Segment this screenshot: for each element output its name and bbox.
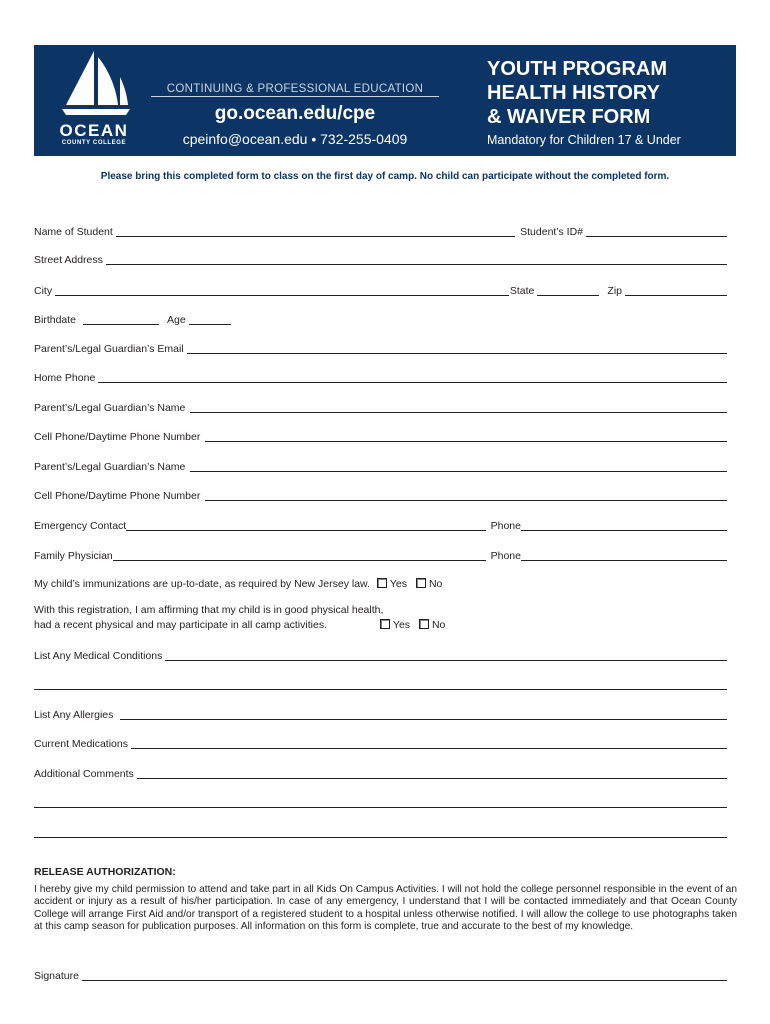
row-signature (34, 968, 727, 982)
street-field[interactable] (106, 264, 727, 265)
comments-extra-line-2[interactable] (34, 837, 727, 838)
logo-wordmark: OCEAN (59, 121, 129, 140)
row-street (34, 252, 727, 266)
zip-label: Zip (607, 285, 622, 297)
guardian-name-1-label: Parent’s/Legal Guardian’s Name (34, 402, 186, 414)
emergency-contact-field[interactable] (126, 530, 485, 531)
zip-field[interactable] (625, 295, 727, 296)
row-cell-phone-2 (34, 488, 727, 502)
row-guardian-email (34, 341, 727, 355)
checkbox-icon[interactable] (416, 578, 426, 588)
physical-line-1: With this registration, I am affirming that my child is in good physical health, (34, 604, 384, 616)
logo-subtitle: COUNTY COLLEGE (61, 140, 127, 146)
cell-phone-1-label: Cell Phone/Daytime Phone Number (34, 431, 201, 443)
row-home-phone (34, 370, 727, 384)
immunization-question: My child’s immunizations are up-to-date, as required by New Jersey law. (34, 578, 370, 590)
home-phone-label: Home Phone (34, 372, 96, 384)
signature-field[interactable] (82, 980, 727, 981)
guardian-name-2-label: Parent’s/Legal Guardian’s Name (34, 461, 186, 473)
row-medical-conditions (34, 648, 727, 662)
cell-phone-2-label: Cell Phone/Daytime Phone Number (34, 490, 201, 502)
title-line-2: HEALTH HISTORY (487, 82, 660, 104)
medical-conditions-field[interactable] (165, 660, 727, 661)
age-label: Age (167, 314, 186, 326)
emergency-phone-field[interactable] (521, 530, 727, 531)
form-subtitle: Mandatory for Children 17 & Under (487, 133, 681, 147)
sailboat-logo-icon (60, 49, 132, 121)
cell-phone-1-field[interactable] (205, 441, 727, 442)
cell-phone-2-field[interactable] (205, 500, 727, 501)
student-id-field[interactable] (586, 236, 727, 237)
physical-row (34, 619, 451, 631)
guardian-name-1-field[interactable] (190, 412, 727, 413)
birthdate-label: Birthdate (34, 314, 77, 326)
contact-info: cpeinfo@ocean.edu • 732-255-0409 (182, 131, 408, 147)
student-id-label: Student’s ID# (520, 226, 583, 238)
physical-no-label: No (431, 619, 446, 631)
immunization-no-option[interactable] (416, 578, 442, 590)
row-name (34, 224, 727, 238)
comments-extra-line-1[interactable] (34, 807, 727, 808)
medical-conditions-extra-line[interactable] (34, 689, 727, 690)
title-line-1: YOUTH PROGRAM (487, 58, 667, 80)
state-field[interactable] (537, 295, 599, 296)
checkbox-icon[interactable] (377, 578, 387, 588)
name-label: Name of Student (34, 226, 113, 238)
checkbox-icon[interactable] (380, 619, 390, 629)
medications-label: Current Medications (34, 738, 128, 750)
title-line-3: & WAIVER FORM (487, 106, 651, 128)
physical-yes-option[interactable] (380, 619, 410, 631)
guardian-email-label: Parent’s/Legal Guardian’s Email (34, 343, 184, 355)
emergency-contact-label: Emergency Contact (34, 520, 127, 532)
notice-text: Please bring this completed form to class on the first day of camp. No child can participate without the completed form. (100, 171, 670, 182)
physician-field[interactable] (113, 560, 486, 561)
row-physician (34, 548, 727, 562)
row-cell-phone-1 (34, 429, 727, 443)
release-heading: RELEASE AUTHORIZATION: (34, 866, 176, 878)
guardian-email-field[interactable] (187, 353, 727, 354)
age-field[interactable] (189, 324, 231, 325)
home-phone-field[interactable] (98, 382, 727, 383)
release-text: I hereby give my child permission to attend and take part in all Kids On Campus Activities. I will not hold the college personnel responsible in the event of an accident or injury as a result of his/her participation. In case of any emergency, I understand that I will be contacted immediately and that Ocean County College will arrange First Aid and/or transport of a registered student to a hospital unless otherwise notified. I will allow the college to use photographs taken at this camp season for publication purposes. All information on this form is complete, true and accurate to the best of my knowledge. (34, 884, 737, 932)
row-city (34, 283, 727, 297)
allergies-label: List Any Allergies (34, 709, 114, 721)
guardian-name-2-field[interactable] (190, 471, 727, 472)
row-guardian-name-2 (34, 459, 727, 473)
form-title (487, 57, 727, 129)
row-allergies (34, 707, 727, 721)
immunization-row (34, 578, 448, 590)
checkbox-icon[interactable] (419, 619, 429, 629)
state-label: State (509, 285, 535, 297)
row-birthdate (34, 312, 727, 326)
physician-phone-label: Phone (490, 550, 521, 562)
row-comments (34, 766, 727, 780)
department-name: CONTINUING & PROFESSIONAL EDUCATION (151, 83, 439, 97)
row-medications (34, 736, 727, 750)
immunization-yes-label: Yes (389, 578, 408, 590)
emergency-phone-label: Phone (490, 520, 521, 532)
physician-phone-field[interactable] (521, 560, 727, 561)
birthdate-field[interactable] (83, 324, 159, 325)
immunization-yes-option[interactable] (377, 578, 407, 590)
row-guardian-name-1 (34, 400, 727, 414)
comments-field[interactable] (137, 778, 727, 779)
physical-yes-label: Yes (392, 619, 411, 631)
website-url: go.ocean.edu/cpe (214, 103, 376, 124)
signature-label: Signature (34, 970, 79, 982)
physician-label: Family Physician (34, 550, 113, 562)
comments-label: Additional Comments (34, 768, 134, 780)
city-field[interactable] (55, 295, 509, 296)
medical-conditions-label: List Any Medical Conditions (34, 650, 163, 662)
name-field[interactable] (116, 236, 515, 237)
physical-no-option[interactable] (419, 619, 445, 631)
header-banner (34, 45, 736, 156)
allergies-field[interactable] (120, 719, 727, 720)
city-label: City (34, 285, 53, 297)
medications-field[interactable] (131, 748, 727, 749)
row-emergency-contact (34, 518, 727, 532)
physical-line-2: had a recent physical and may participate in all camp activities. (34, 619, 327, 631)
immunization-no-label: No (428, 578, 443, 590)
street-label: Street Address (34, 254, 103, 266)
